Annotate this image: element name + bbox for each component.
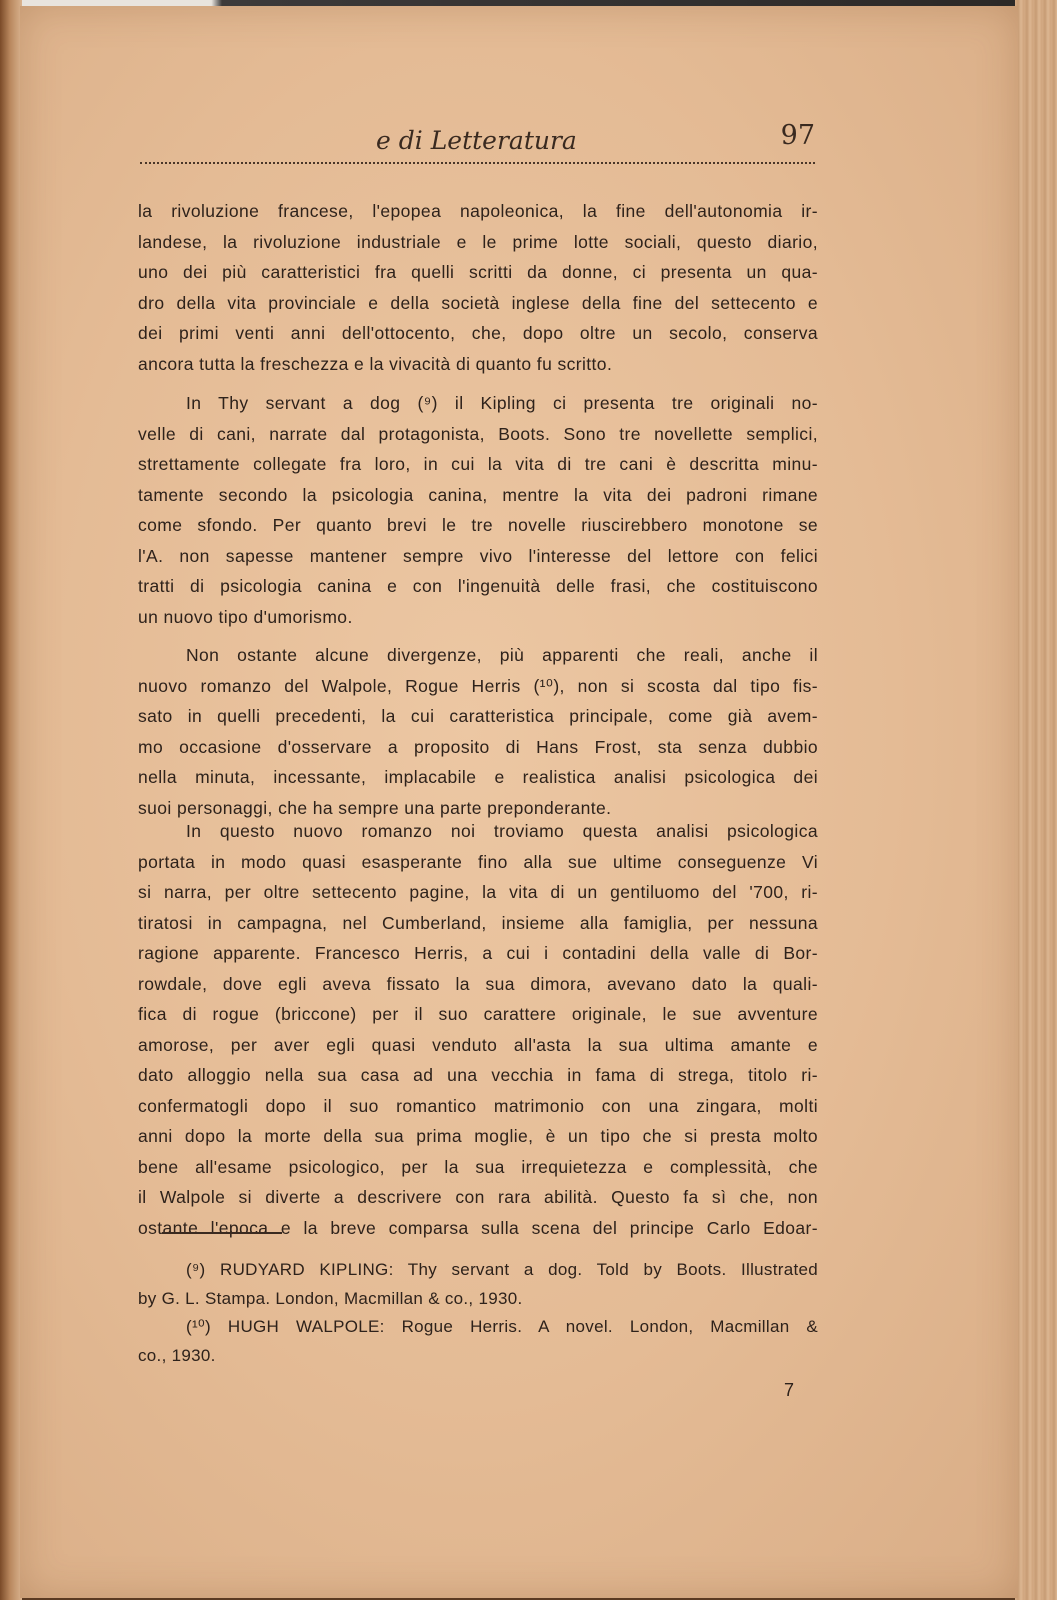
text-line: landese, la rivoluzione industriale e le prime lotte sociali, questo diario,: [138, 231, 818, 252]
footnote-line: (¹⁰) HUGH WALPOLE: Rogue Herris. A novel. London, Macmillan &: [186, 1317, 818, 1336]
running-title: e di Letteratura: [376, 126, 577, 155]
text-line: dato alloggio nella sua casa ad una vecchia in fama di strega, titolo ri-: [138, 1065, 818, 1085]
text-line: In questo nuovo romanzo noi troviamo questa analisi psicologica: [186, 821, 818, 841]
page-header: [140, 118, 815, 158]
book-spine-edge: [0, 0, 22, 1600]
text-line: la rivoluzione francese, l'epopea napoleonica, la fine dell'autonomia ir-: [138, 201, 818, 221]
footnote-rule: [162, 1232, 282, 1234]
text-line: amorose, per aver egli quasi venduto all'asta la sua ultima amante e: [138, 1034, 818, 1055]
text-line: dei primi venti anni dell'ottocento, che, dopo oltre un secolo, conserva: [138, 323, 818, 343]
text-line: dro della vita provinciale e della società inglese della fine del settecento e: [138, 292, 818, 313]
text-line: ostante l'epoca e la breve comparsa sulla scena del principe Carlo Edoar-: [138, 1217, 818, 1238]
text-line: In Thy servant a dog (⁹) il Kipling ci presenta tre originali no-: [186, 393, 818, 413]
footnote-line: co., 1930.: [138, 1345, 216, 1365]
text-line: anni dopo la morte della sua prima moglie, è un tipo che si presta molto: [138, 1126, 818, 1146]
signature-mark: 7: [784, 1380, 795, 1400]
text-line: il Walpole si diverte a descrivere con rara abilità. Questo fa sì che, non: [138, 1187, 818, 1207]
paragraph-4: [138, 816, 818, 1243]
text-line: confermatogli dopo il suo romantico matrimonio con una zingara, molti: [138, 1095, 818, 1116]
page-stack-edge: [1015, 0, 1057, 1600]
footnotes: [138, 1256, 818, 1370]
text-line: si narra, per oltre settecento pagine, la vita di un gentiluomo del '700, ri-: [138, 882, 818, 902]
text-line: ancora tutta la freschezza e la vivacità di quanto fu scritto.: [138, 353, 613, 374]
footnote-line: by G. L. Stampa. London, Macmillan & co., 1930.: [138, 1288, 523, 1308]
footnote-line: (⁹) RUDYARD KIPLING: Thy servant a dog. Told by Boots. Illustrated: [186, 1260, 818, 1279]
header-dotted-rule: [140, 162, 815, 164]
text-line: nuovo romanzo del Walpole, Rogue Herris (¹⁰), non si scosta dal tipo fis-: [138, 675, 818, 696]
text-line: come sfondo. Per quanto brevi le tre novelle riuscirebbero monotone se: [138, 515, 818, 535]
text-line: nella minuta, incessante, implacabile e realistica analisi psicologica dei: [138, 767, 818, 787]
text-line: bene all'esame psicologico, per la sua irrequietezza e complessità, che: [138, 1156, 818, 1177]
text-line: rowdale, dove egli aveva fissato la sua dimora, avevano dato la quali-: [138, 973, 818, 994]
text-line: tratti di psicologia canina e con l'ingenuità delle frasi, che costituiscono: [138, 576, 818, 596]
text-line: tamente secondo la psicologia canina, mentre la vita dei padroni rimane: [138, 484, 818, 505]
text-line: l'A. non sapesse mantener sempre vivo l'interesse del lettore con felici: [138, 545, 818, 566]
text-line: Non ostante alcune divergenze, più apparenti che reali, anche il: [186, 645, 818, 665]
text-line: tiratosi in campagna, nel Cumberland, insieme alla famiglia, per nessuna: [138, 912, 818, 933]
text-line: uno dei più caratteristici fra quelli scritti da donne, ci presenta un qua-: [138, 262, 818, 282]
text-line: ragione apparente. Francesco Herris, a cui i contadini della valle di Bor-: [138, 943, 818, 963]
text-line: sato in quelli precedenti, la cui caratteristica principale, come già avem-: [138, 706, 818, 726]
text-line: suoi personaggi, che ha sempre una parte preponderante.: [138, 797, 612, 818]
text-line: strettamente collegate fra loro, in cui la vita di tre cani è descritta minu-: [138, 454, 818, 474]
text-line: un nuovo tipo d'umorismo.: [138, 606, 353, 627]
paragraph-1: [138, 196, 818, 379]
page-number: 97: [780, 120, 815, 151]
text-line: portata in modo quasi esasperante fino alla sue ultime conseguenze Vi: [138, 851, 818, 872]
paragraph-3: [138, 640, 818, 823]
text-line: velle di cani, narrate dal protagonista, Boots. Sono tre novellette semplici,: [138, 423, 818, 444]
paragraph-2: [138, 388, 818, 632]
text-line: fica di rogue (briccone) per il suo carattere originale, le sue avventure: [138, 1004, 818, 1024]
text-line: mo occasione d'osservare a proposito di Hans Frost, sta senza dubbio: [138, 736, 818, 757]
